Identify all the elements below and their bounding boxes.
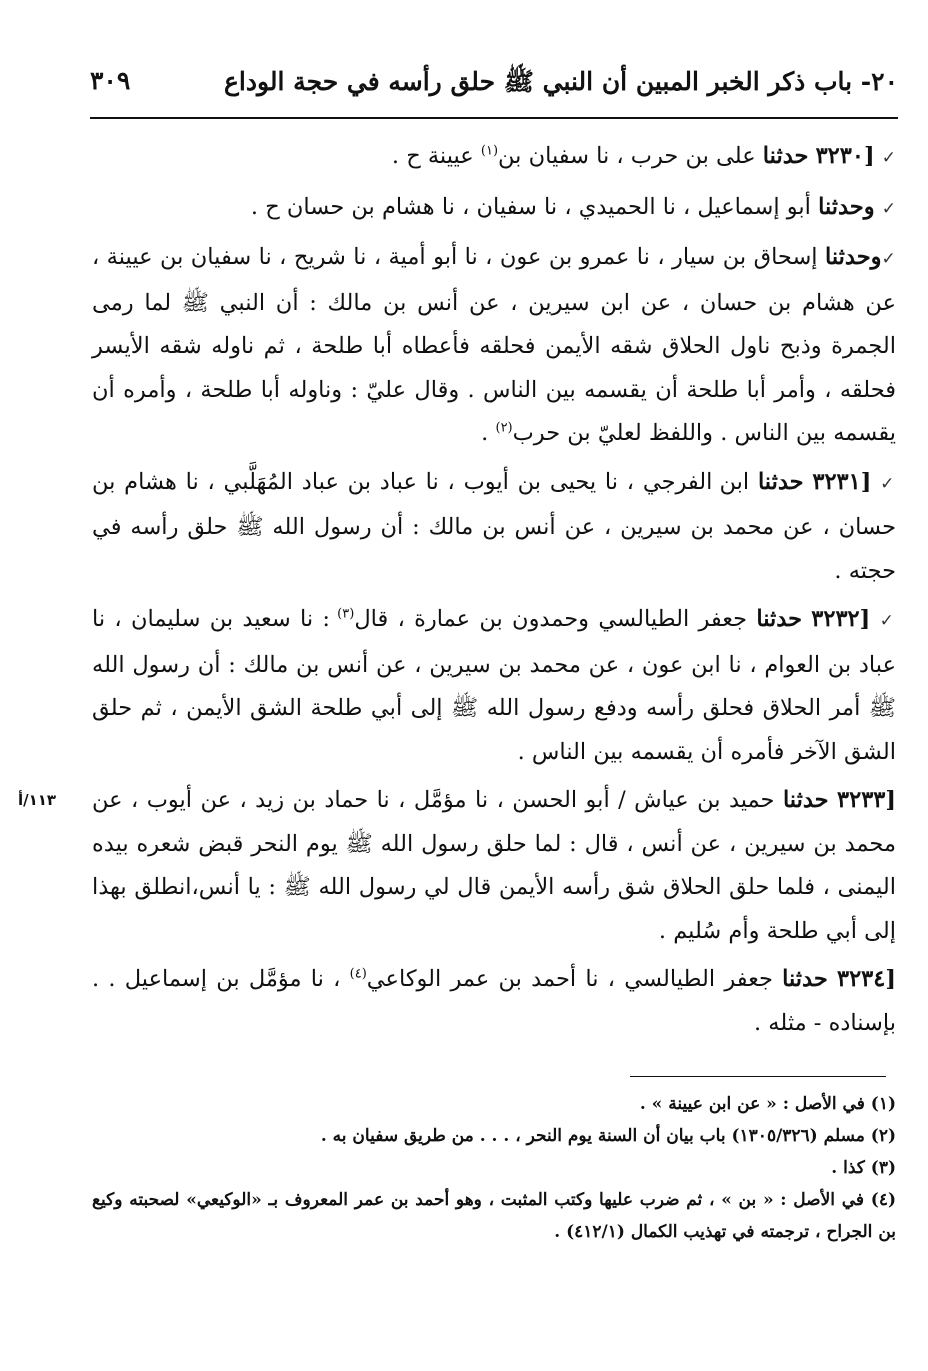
hadith-number: [٣٢٣٤ [837, 966, 896, 992]
footnote-ref: (٢) [495, 420, 513, 436]
narration-lead: وحدثنا [818, 193, 875, 220]
hadith-number: [٣٢٣٠ [815, 143, 875, 169]
narration-lead: حدثنا [782, 787, 829, 813]
footnote: (٣) كذا . [831, 1158, 896, 1178]
footnote: (٤) في الأصل : « بن » ، ثم ضرب عليها وكتب المثبت ، وهو أحمد بن عمر المعروف بـ «الوكيعي» لصحبته وكيع بن الجراح ، ترجمته في تهذيب الكمال (٤١٢/١) . [92, 1190, 896, 1242]
footnote-ref: (٤) [349, 966, 367, 982]
footnote-ref: (٣) [337, 606, 355, 622]
narration-lead: حدثنا [757, 468, 804, 495]
narration-lead: وحدثنا [824, 244, 882, 270]
narration-lead: حدثنا [782, 966, 828, 992]
hadith-text: حميد بن عياش / أبو الحسن ، نا مؤمَّل ، نا حماد بن زيد ، عن أيوب ، عن محمد بن سيرين ، عن أنس ، قال : لما حلق رسول الله ﷺ يوم النحر قبض شعره بيده اليمنى ، فلما حلق الحلاق شق رأسه الأيمن قال لي رسول الله ﷺ : يا أنس،انطلق بهذا إلى أبي طلحة وأم سُليم . [92, 787, 896, 944]
page-number: ٣٠٩ [90, 66, 131, 95]
footnote-ref: (١) [480, 143, 499, 159]
hadith-3233 [92, 779, 896, 953]
hadith-text: ابن الفرجي ، نا يحيى بن أيوب ، نا عباد بن عباد المُهَلَّبي ، نا هشام بن حسان ، عن محمد بن سيرين ، عن أنس بن مالك : أن رسول الله ﷺ حلق رأسه في حجته . [92, 468, 896, 584]
page-header [90, 60, 898, 110]
checkmark-icon: ✓ [879, 611, 896, 631]
checkmark-icon: ✓ [880, 473, 896, 494]
hadith-number: [٣٢٣٢ [811, 606, 871, 632]
footnotes [92, 1088, 896, 1248]
hadith-3232 [92, 598, 896, 774]
hadith-text: ، نا مؤمَّل بن إسماعيل . . بإسناده - مثله . [92, 966, 896, 1036]
hadith-text: أبو إسماعيل ، نا الحميدي ، نا سفيان ، نا هشام بن حسان ح . [250, 193, 811, 220]
main-text [92, 135, 896, 1050]
hadith-text: إسحاق بن سيار ، نا عمرو بن عون ، نا أبو أمية ، نا شريح ، نا سفيان بن عيينة ، عن هشام بن حسان ، عن ابن سيرين ، عن أنس بن مالك : أن النبي ﷺ لما رمى الجمرة وذبح ناول الحلاق شقه الأيمن فحلقه فأعطاه أبا طلحة ، ثم ناوله شقه الأيسر فحلقه ، وأمر أبا طلحة أن يقسمه بين الناس . وقال عليّ : وناوله أبا طلحة ، وأمره أن يقسمه بين الناس . واللفظ لعليّ بن حرب [92, 244, 896, 446]
hadith-text: جعفر الطيالسي ، نا أحمد بن عمر الوكاعي [366, 966, 773, 992]
footnote-divider [630, 1076, 886, 1077]
hadith-number: [٣٢٣٣ [837, 787, 897, 813]
hadith-number: [٣٢٣١ [812, 468, 872, 495]
hadith-text: عيينة ح . [391, 143, 481, 169]
manuscript-folio-note: ١١٣/أ [18, 791, 57, 809]
checkmark-icon: ✓ [881, 148, 896, 168]
narration-lead: حدثنا [762, 143, 809, 169]
hadith-3234 [92, 958, 896, 1045]
isnad-3 [92, 236, 896, 456]
checkmark-icon: ✓ [881, 249, 896, 269]
hadith-3230 [92, 135, 896, 181]
chapter-title: ٢٠- باب ذكر الخبر المبين أن النبي ﷺ حلق رأسه في حجة الوداع [224, 67, 898, 96]
footnote: (٢) مسلم (١٣٠٥/٣٢٦) باب بيان أن السنة يوم النحر ، . . . من طريق سفيان به . [320, 1126, 896, 1146]
hadith-text: على بن حرب ، نا سفيان بن [498, 143, 756, 169]
isnad-2 [92, 186, 896, 232]
hadith-text: : نا سعيد بن سليمان ، نا عباد بن العوام ، نا ابن عون ، عن محمد بن سيرين ، عن أنس بن مالك : أن رسول الله ﷺ أمر الحلاق فحلق رأسه ودفع رسول الله ﷺ إلى أبي طلحة الشق الأيمن ، ثم حلق الشق الآخر فأمره أن يقسمه بين الناس . [92, 606, 896, 765]
checkmark-icon: ✓ [881, 198, 896, 219]
hadith-3231 [92, 461, 896, 594]
hadith-text: جعفر الطيالسي وحمدون بن عمارة ، قال [354, 606, 748, 632]
narration-lead: حدثنا [756, 606, 802, 632]
hadith-text: . [481, 420, 496, 446]
header-divider [90, 117, 898, 119]
footnote: (١) في الأصل : « عن ابن عيينة » . [639, 1094, 896, 1114]
